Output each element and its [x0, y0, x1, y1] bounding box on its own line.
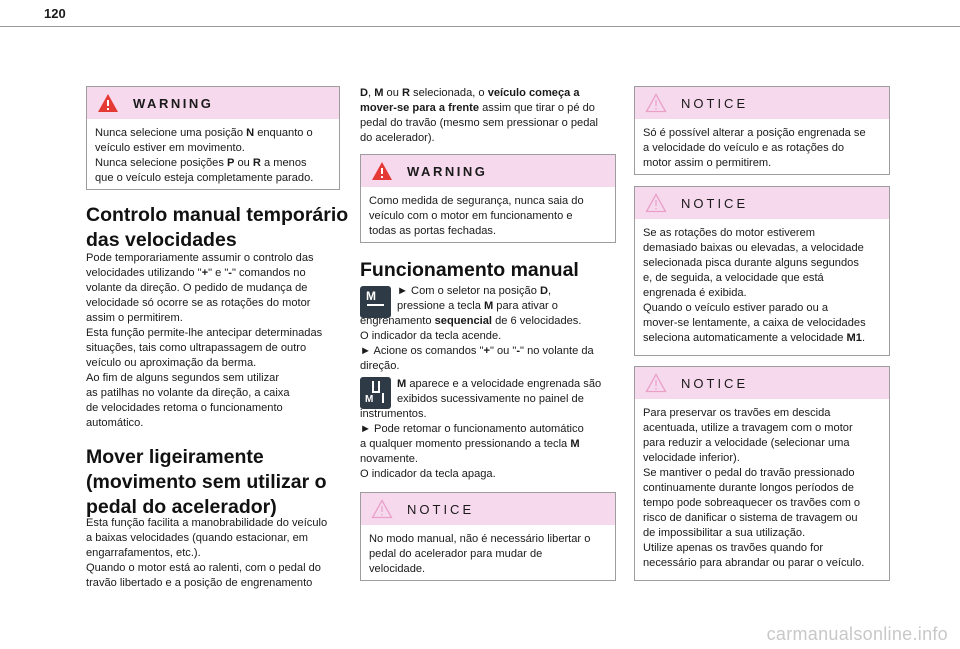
- section-text-creep: [86, 516, 348, 591]
- text-line: situações, tais como ultrapassagem de outro: [86, 342, 307, 354]
- text-line: as patilhas no volante da direção, a caixa: [86, 387, 290, 399]
- text-line: ► Pode retomar o funcionamento automático: [360, 423, 584, 435]
- text-line: a velocidade do veículo e as rotações do: [643, 142, 845, 154]
- text-line: acentuada, utilize a travagem com o motor: [643, 422, 853, 434]
- text-line: Se mantiver o pedal do travão pressionado: [643, 467, 855, 479]
- text-line: demasiado baixas ou elevadas, a velocidade: [643, 242, 864, 254]
- warning-box-2: [360, 154, 616, 243]
- text-line: velocidade.: [369, 563, 426, 575]
- warning-title: WARNING: [407, 163, 488, 179]
- text-line: No modo manual, não é necessário libertar o: [369, 533, 591, 545]
- text-line: engarrafamentos, etc.).: [86, 547, 201, 559]
- warning-box-1: [86, 86, 340, 190]
- notice-text: [361, 525, 615, 585]
- text-line: ► Com o seletor na posição D,: [397, 285, 552, 297]
- text-line: Se as rotações do motor estiverem: [643, 227, 816, 239]
- notice-title: NOTICE: [681, 375, 749, 391]
- manual-text-d: [360, 407, 618, 482]
- text-line: O indicador da tecla acende.: [360, 330, 502, 342]
- text-line: pressione a tecla M para ativar o: [397, 300, 558, 312]
- notice-box-4: [634, 366, 890, 581]
- text-line: motor assim o permitirem.: [643, 157, 772, 169]
- text-line: das velocidades: [86, 229, 237, 251]
- text-line: que o veículo esteja completamente parado.: [95, 172, 314, 184]
- warning-title: WARNING: [133, 95, 214, 111]
- text-line: pedal do travão (mesmo sem pressionar o pedal: [360, 117, 599, 129]
- notice-title: NOTICE: [681, 95, 749, 111]
- text-line: D, M ou R selecionada, o veículo começa a: [360, 87, 580, 99]
- warning-text: [361, 187, 615, 247]
- text-line: a qualquer momento pressionando a tecla M: [360, 438, 580, 450]
- warning-triangle-icon: [97, 93, 119, 113]
- text-line: de velocidades retoma o funcionamento: [86, 402, 283, 414]
- section-title-manual-operation: Funcionamento manual: [360, 259, 579, 281]
- text-line: selecionada pisca durante alguns segundos: [643, 257, 859, 269]
- text-line: continuamente durante longos períodos de: [643, 482, 854, 494]
- notice-text: [635, 219, 889, 354]
- watermark: carmanualsonline.info: [766, 624, 948, 644]
- notice-triangle-icon: [645, 373, 667, 393]
- section-title-manual-control: [86, 203, 349, 253]
- warning-triangle-icon: [371, 161, 393, 181]
- text-line: pedal do acelerador para mudar de: [369, 548, 543, 560]
- m-key-letter: M: [366, 289, 376, 303]
- text-line: velocidade só ocorre se as rotações do motor: [86, 297, 311, 309]
- text-line: de impossibilitar a sua utilização.: [643, 527, 806, 539]
- text-line: travão libertado e a posição de engrenamento: [86, 577, 313, 589]
- gear-display-icon: [360, 377, 391, 409]
- text-line: Utilize apenas os travões quando for: [643, 542, 824, 554]
- creep-continued-text: [360, 86, 618, 146]
- text-line: exibidos sucessivamente no painel de: [397, 393, 584, 405]
- text-line: (movimento sem utilizar o: [86, 471, 327, 493]
- text-line: tempo pode sobreaquecer os travões com o: [643, 497, 861, 509]
- text-line: Esta função permite-lhe antecipar determinadas: [86, 327, 323, 339]
- text-line: do acelerador).: [360, 132, 435, 144]
- notice-header: [635, 87, 889, 119]
- text-line: todas as portas fechadas.: [369, 225, 497, 237]
- top-rule: [0, 26, 960, 27]
- text-line: e, de seguida, a velocidade que está: [643, 272, 824, 284]
- text-line: necessário para abrandar ou parar o veículo.: [643, 557, 865, 569]
- text-line: engrenamento sequencial de 6 velocidades.: [360, 315, 582, 327]
- text-line: ► Acione os comandos "+" ou "-" no volante da: [360, 345, 594, 357]
- text-line: direção.: [360, 360, 400, 372]
- notice-triangle-icon: [645, 93, 667, 113]
- text-line: Nunca selecione posições P ou R a menos: [95, 157, 307, 169]
- text-line: pedal do acelerador): [86, 496, 277, 518]
- warning-header: [361, 155, 615, 187]
- notice-box-1: [360, 492, 616, 581]
- text-line: Mover ligeiramente: [86, 446, 264, 468]
- notice-header: [635, 187, 889, 219]
- text-line: assim o permitirem.: [86, 312, 183, 324]
- text-line: Controlo manual temporário: [86, 204, 349, 226]
- m-key-indicator-bar: [367, 304, 384, 306]
- text-line: M aparece e a velocidade engrenada são: [397, 378, 602, 390]
- notice-text: [635, 119, 889, 179]
- text-line: Para preservar os travões em descida: [643, 407, 831, 419]
- text-line: engrenada é exibida.: [643, 287, 747, 299]
- text-line: Como medida de segurança, nunca saia do: [369, 195, 584, 207]
- notice-triangle-icon: [645, 193, 667, 213]
- text-line: veículo com o motor em funcionamento e: [369, 210, 573, 222]
- section-title-creep: [86, 445, 346, 520]
- page-number: 120: [44, 6, 66, 21]
- text-line: Nunca selecione uma posição N enquanto o: [95, 127, 313, 139]
- text-line: seleciona automaticamente a velocidade M1.: [643, 332, 866, 344]
- section-text-manual-control: [86, 251, 344, 431]
- text-line: mover-se para a frente assim que tirar o pé do: [360, 102, 595, 114]
- text-line: mover-se lentamente, a caixa de velocidades: [643, 317, 866, 329]
- text-line: velocidades utilizando "+" e "-" comandos no: [86, 267, 306, 279]
- text-line: O indicador da tecla apaga.: [360, 468, 496, 480]
- notice-box-3: [634, 186, 890, 356]
- text-line: a baixas velocidades (quando estacionar, em: [86, 532, 309, 544]
- text-line: instrumentos.: [360, 408, 427, 420]
- notice-header: [635, 367, 889, 399]
- text-line: risco de danificar o sistema de travagem ou: [643, 512, 858, 524]
- notice-triangle-icon: [371, 499, 393, 519]
- text-line: veículo ou aproximação da berma.: [86, 357, 257, 369]
- notice-text: [635, 399, 889, 579]
- text-line: volante da direção. O pedido de mudança de: [86, 282, 308, 294]
- text-line: Esta função facilita a manobrabilidade do veículo: [86, 517, 328, 529]
- text-line: para reduzir a velocidade (selecionar uma: [643, 437, 850, 449]
- text-line: Só é possível alterar a posição engrenada se: [643, 127, 866, 139]
- manual-text-a: [397, 284, 617, 314]
- text-line: veículo estiver em movimento.: [95, 142, 245, 154]
- manual-text-c: [397, 377, 617, 407]
- gear-display-letter: M: [365, 394, 374, 405]
- manual-text-b: [360, 314, 618, 374]
- notice-header: [361, 493, 615, 525]
- text-line: automático.: [86, 417, 144, 429]
- text-line: novamente.: [360, 453, 418, 465]
- text-line: velocidade inferior).: [643, 452, 740, 464]
- text-line: Pode temporariamente assumir o controlo das: [86, 252, 314, 264]
- notice-box-2: [634, 86, 890, 175]
- text-line: Quando o motor está ao ralenti, com o pedal do: [86, 562, 321, 574]
- notice-title: NOTICE: [681, 195, 749, 211]
- text-line: Quando o veículo estiver parado ou a: [643, 302, 829, 314]
- warning-text: [87, 119, 339, 194]
- warning-header: [87, 87, 339, 119]
- text-line: Ao fim de alguns segundos sem utilizar: [86, 372, 280, 384]
- notice-title: NOTICE: [407, 501, 475, 517]
